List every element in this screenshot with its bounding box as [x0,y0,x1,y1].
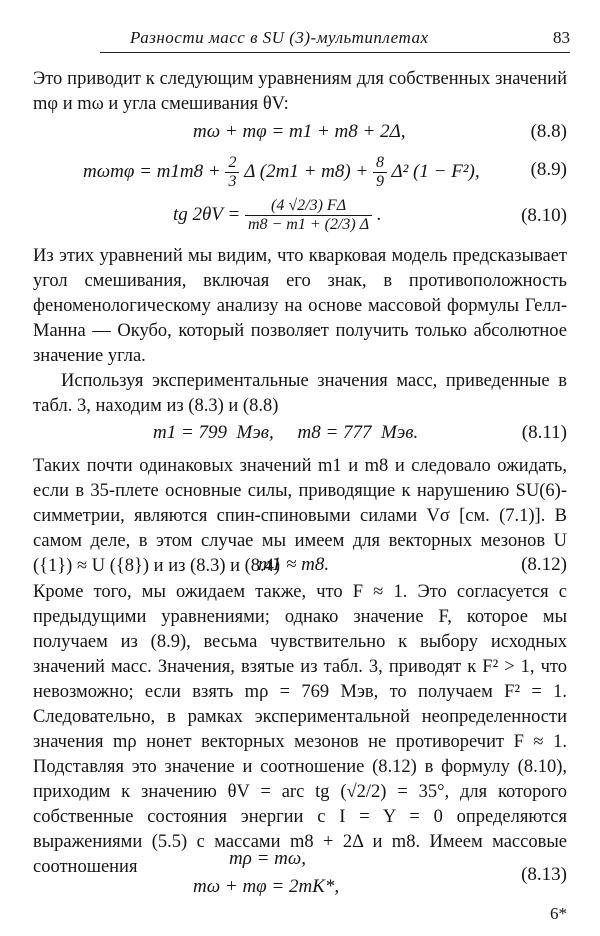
equation-8-10-tail: . [376,203,382,225]
equation-8-13-line1: mρ = mω, [229,848,307,869]
fraction-two-thirds [225,154,239,191]
fraction-numerator: 2 [225,154,239,173]
fraction-eight-ninths [373,154,387,191]
equation-8-9-tail: Δ² (1 − F²), [391,160,480,182]
fraction-denominator: 9 [376,173,385,190]
fraction-mixing-angle [245,197,372,234]
equation-8-13-line2: mω + mφ = 2mK*, [193,876,340,897]
equation-8-12-body: m1 ≈ m8. [258,554,330,575]
equation-8-12-number: (8.12) [521,554,567,575]
equation-8-10 [33,193,567,239]
equation-8-13 [33,848,567,906]
equation-8-9-lhs: mωmφ = m1m8 + [83,160,221,182]
equation-8-12 [33,550,567,580]
equation-8-8 [33,117,567,147]
running-title: Разности масс в SU (3)-мультиплетах [130,28,429,47]
paragraph-experimental: Используя экспериментальные значения масс, приведенные в табл. 3, находим из (8.3) и (8.8) [33,371,567,416]
equation-8-9-body [83,154,480,191]
equation-8-9 [33,150,567,190]
equation-8-11-body: m1 = 799 Мэв, m8 = 777 Мэв. [153,422,419,443]
running-header [100,28,570,53]
paragraph-f-value: Кроме того, мы ожидаем также, что F ≈ 1. Это согласуется с предыдущими уравнениями; однако значение F, которое мы получаем из (8.9), весьма чувствительно к выбору исходных значений масс. Значения, взятые из табл. 3, приводят к F² > 1, что невозможно; если взять mρ = 769 Мэв, то получаем F² = 1. Следовательно, в рамках экспериментальной неопределенности значения mρ нонет векторных мезонов не противоречит F ≈ 1. Подставляя это значение и соотношение (8.12) в формулу (8.10), приходим к значению θV = arc tg (√2/2) = 35°, для которого собственные состояния энергии с I = Y = 0 определяются выражениями (5.5) с массами m8 + 2Δ и m8. Имеем массовые соотношения [33,582,567,877]
paragraph-prediction: Из этих уравнений мы видим, что кварковая модель предсказывает угол смешивания, включая его знак, в противоположность феноменологическому анализу на основе массовой формулы Гелл-Манна — Окубо, который позволяет получить только абсолютное значение угла. [33,246,567,366]
equation-8-8-number: (8.8) [530,121,567,142]
page-number: 83 [553,28,570,47]
fraction-numerator: 8 [373,154,387,173]
equation-8-10-lhs: tg 2θV = [173,203,241,225]
equation-8-11-number: (8.11) [521,422,567,443]
equation-8-13-number: (8.13) [521,864,567,885]
signature-mark: 6* [550,904,567,923]
equation-8-10-number: (8.10) [521,205,567,226]
equation-8-10-body [173,197,382,234]
paragraph-spin-forces: Таких почти одинаковых значений m1 и m8 и следовало ожидать, если в 35-плете основные силы, приводящие к нарушению SU(6)-симметрии, являются спин-спиновыми силами Vσ [см. (7.1)]. В самом деле, в этом случае мы имеем для векторных мезонов U ({1}) ≈ U ({8}) и из (8.3) и (8.4) [33,456,567,576]
equation-8-9-middle: Δ (2m1 + m8) + [244,160,369,182]
fraction-denominator: m8 − m1 + (2/3) Δ [247,216,370,233]
fraction-denominator: 3 [228,173,237,190]
fraction-numerator: (4 √2/3) FΔ [245,197,372,216]
equation-8-11 [33,418,567,448]
paragraph-intro: Это приводит к следующим уравнениям для собственных значений mφ и mω и угла смешивания θV: [33,69,567,114]
equation-8-9-number: (8.9) [530,159,567,180]
equation-8-8-body: mω + mφ = m1 + m8 + 2Δ, [193,121,406,142]
